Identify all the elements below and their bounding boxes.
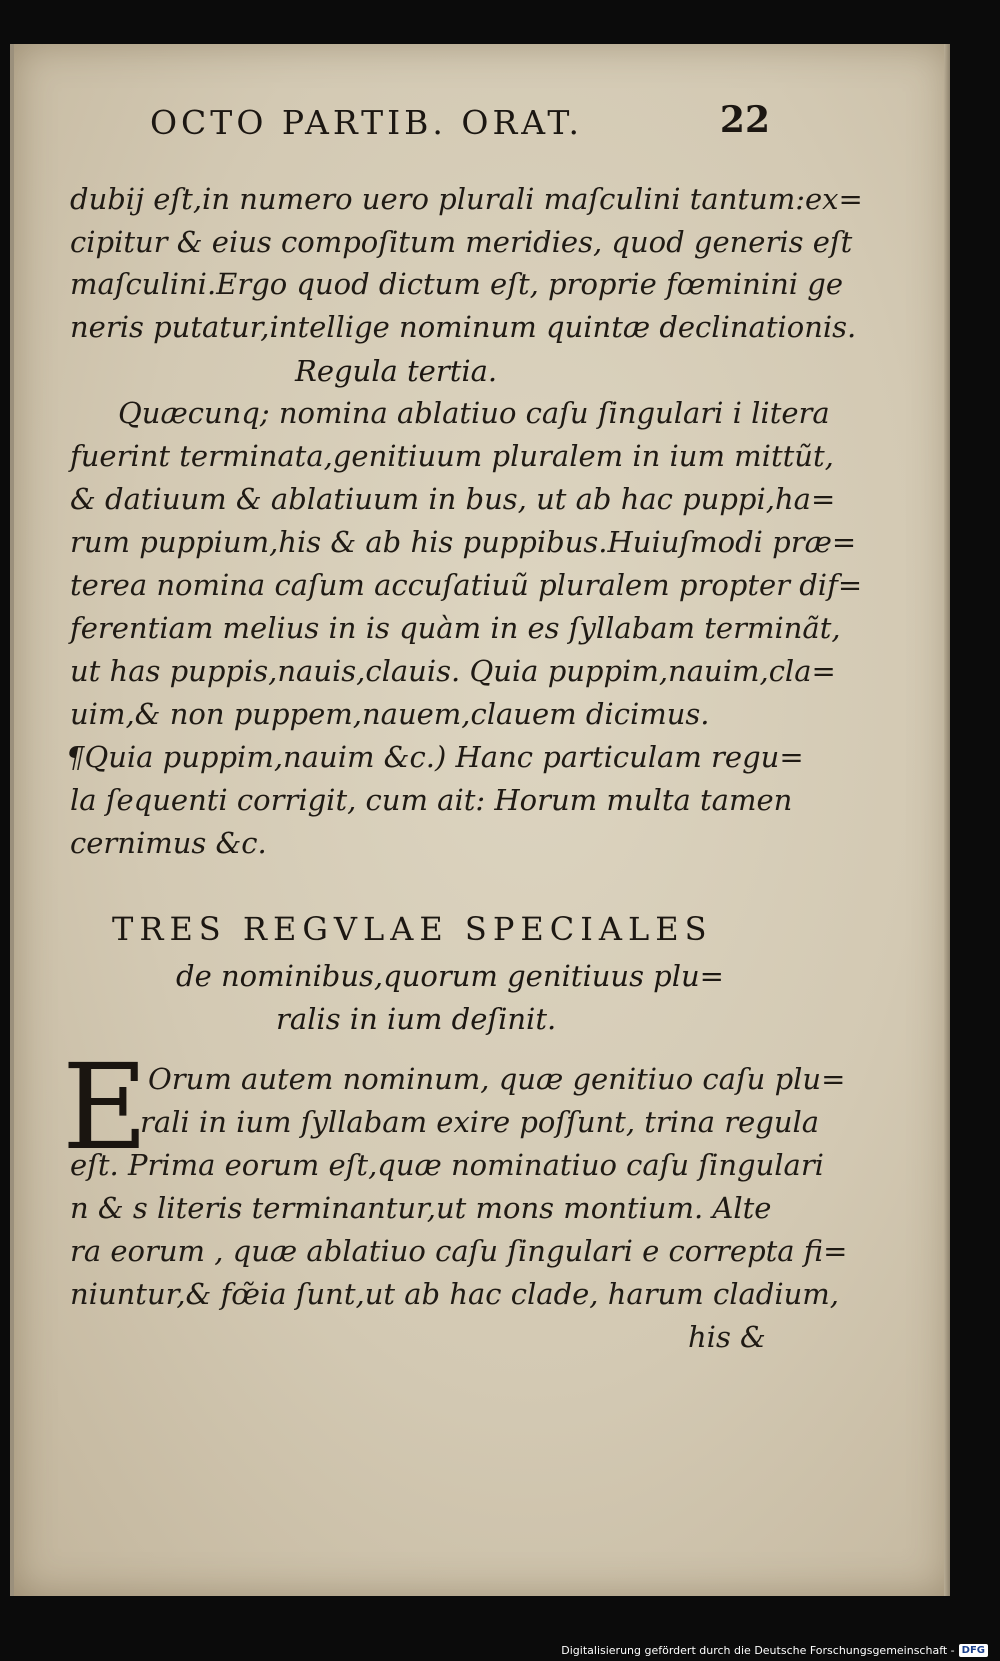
running-head-title: OCTO PARTIB. ORAT. — [150, 103, 583, 142]
catchword: his & — [688, 1320, 766, 1354]
text-line: neris putatur,intellige nominum quintæ declinationis. — [70, 310, 857, 344]
text-line: rali in ium ſyllabam exire poſſunt, trina regula — [140, 1105, 820, 1139]
page-edge — [944, 44, 950, 1596]
text-line: fuerint terminata,genitiuum pluralem in ium mittũt, — [70, 439, 834, 473]
text-line: Orum autem nominum, quæ genitiuo caſu plu= — [148, 1062, 846, 1096]
text-line: cipitur & eius compoſitum meridies, quod generis eſt — [70, 225, 853, 259]
running-head — [150, 99, 770, 163]
text-line: ut has puppis,nauis,clauis. Quia puppim,nauim,cla= — [70, 654, 836, 688]
text-line: & datiuum & ablatiuum in bus, ut ab hac puppi,ha= — [70, 482, 836, 516]
digitization-credit — [561, 1644, 988, 1657]
note-line: ¶Quia puppim,nauim &c.) Hanc particulam regu= — [66, 740, 804, 774]
section-subheading: ralis in ium deſinit. — [276, 1002, 557, 1036]
drop-cap: E — [62, 1038, 149, 1176]
text-line: dubij eſt,in numero uero plurali maſculini tantum:ex= — [70, 182, 863, 216]
text-line: n & s literis terminantur,ut mons montium. Alte — [70, 1191, 772, 1225]
text-line: rum puppium,his & ab his puppibus.Huiuſmodi præ= — [70, 525, 857, 559]
text-line: ferentiam melius in is quàm in es ſyllabam terminãt, — [70, 611, 841, 645]
note-line: cernimus &c. — [70, 826, 267, 860]
rule-heading: Regula tertia. — [295, 354, 498, 388]
dfg-logo: DFG — [959, 1644, 988, 1657]
text-line: terea nomina caſum accuſatiuũ pluralem propter dif= — [70, 568, 863, 602]
credit-text: Digitalisierung gefördert durch die Deutsche Forschungsgemeinschaft - — [561, 1644, 955, 1657]
text-line: ra eorum , quæ ablatiuo caſu ſingulari e correpta fi= — [70, 1234, 848, 1268]
text-line: eſt. Prima eorum eſt,quæ nominatiuo caſu ſingulari — [70, 1148, 824, 1182]
section-subheading: de nominibus,quorum genitiuus plu= — [176, 959, 724, 993]
text-line: uim,& non puppem,nauem,clauem dicimus. — [70, 697, 710, 731]
note-line: la ſequenti corrigit, cum ait: Horum multa tamen — [70, 783, 793, 817]
text-line: Quæcunq; nomina ablatiuo caſu ſingulari i litera — [118, 396, 830, 430]
section-heading: TRES REGVLAE SPECIALES — [112, 910, 713, 948]
page-number: 22 — [719, 99, 770, 141]
text-line: maſculini.Ergo quod dictum eſt, proprie fœminini ge — [70, 267, 844, 301]
text-line: niuntur,& fœ̃ia ſunt,ut ab hac clade, harum cladium, — [70, 1277, 839, 1311]
